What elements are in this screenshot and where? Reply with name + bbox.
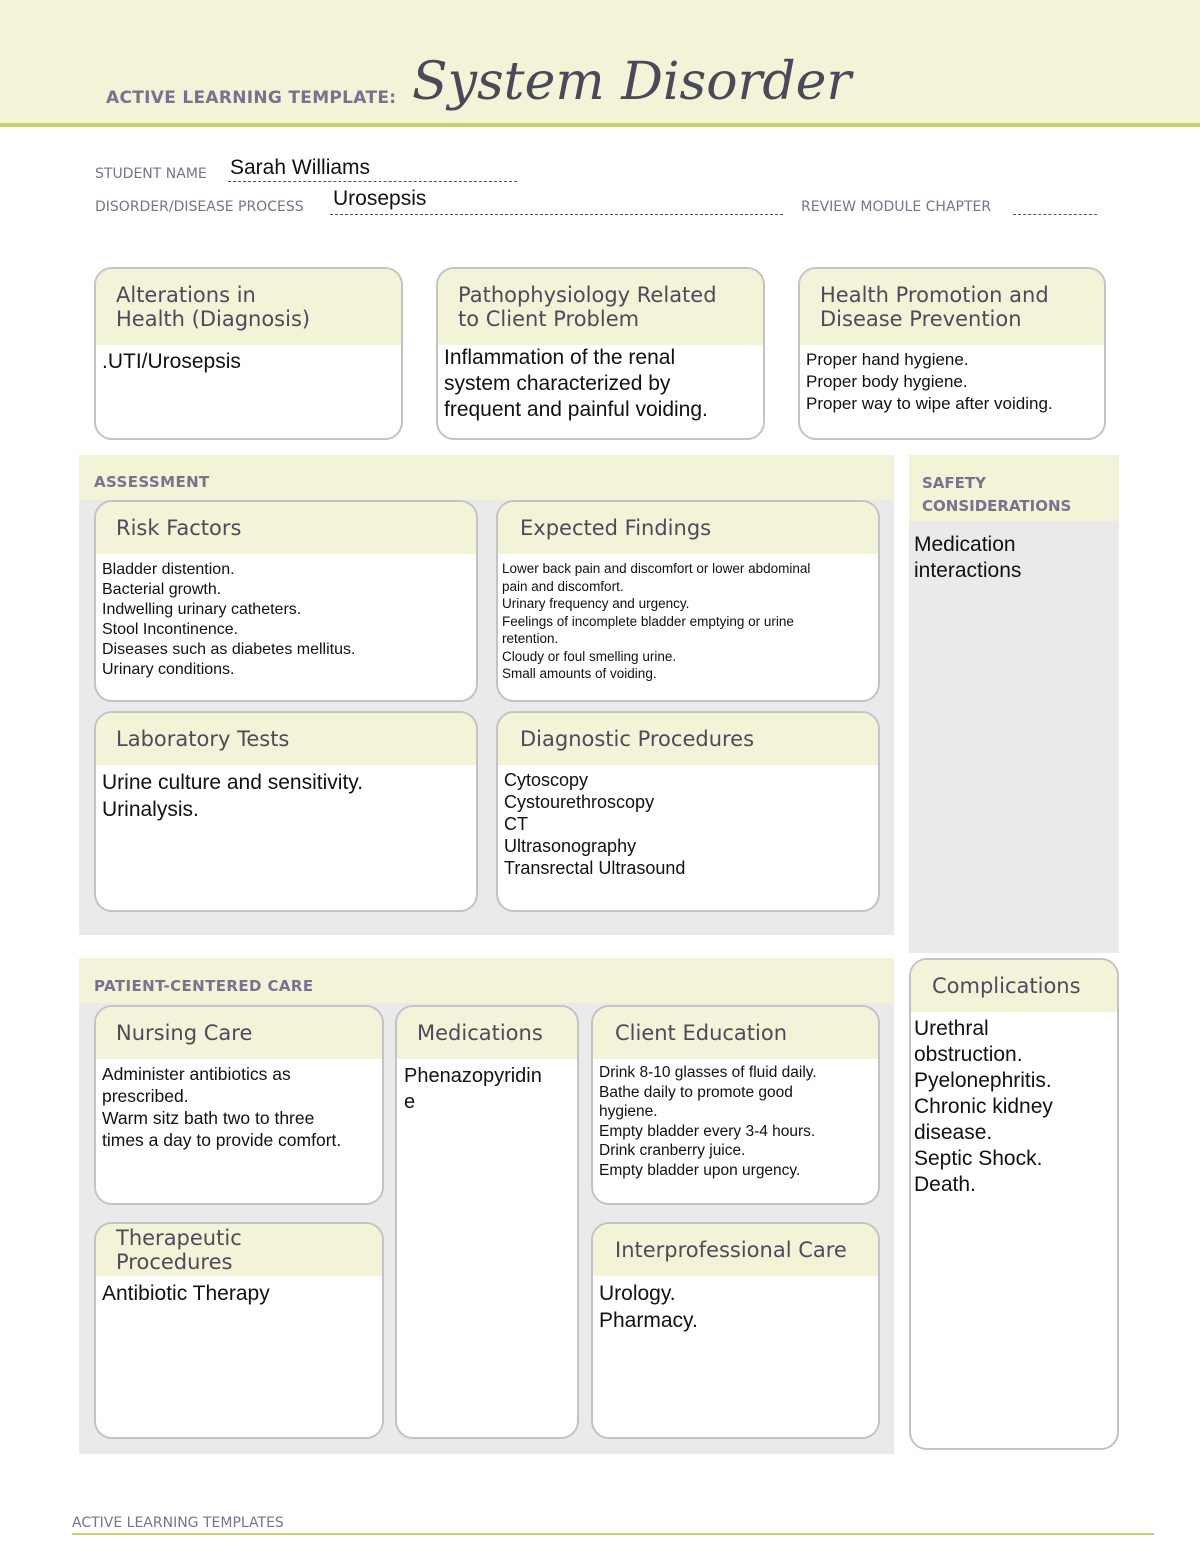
interprofessional-care-header: [593, 1224, 878, 1276]
student-name-label: STUDENT NAME: [95, 166, 207, 182]
pathophysiology-content[interactable]: Inflammation of the renal system characterized by frequent and painful voiding.: [444, 346, 708, 421]
health-promotion-title: Health Promotion and Disease Prevention: [820, 283, 1049, 331]
risk-factors-title: Risk Factors: [116, 516, 242, 540]
alterations-header: [96, 269, 401, 345]
nursing-care-title: Nursing Care: [116, 1021, 253, 1045]
medications-title: Medications: [417, 1021, 543, 1045]
risk-factors-header: [96, 502, 476, 554]
alterations-box: [94, 267, 403, 440]
diagnostic-procedures-content[interactable]: Cytoscopy Cystourethroscopy CT Ultrasonography Transrectal Ultrasound: [504, 770, 686, 878]
therapeutic-procedures-box: [94, 1222, 384, 1439]
diagnostic-procedures-title: Diagnostic Procedures: [520, 727, 755, 751]
expected-findings-box: [496, 500, 880, 702]
nursing-care-box: [94, 1005, 384, 1205]
alterations-content[interactable]: .UTI/Urosepsis: [102, 350, 241, 373]
diagnostic-procedures-box: [496, 711, 880, 912]
health-promotion-content[interactable]: Proper hand hygiene. Proper body hygiene. Proper way to wipe after voiding.: [806, 350, 1053, 413]
template-label: ACTIVE LEARNING TEMPLATE:: [106, 88, 397, 108]
complications-header: [911, 960, 1117, 1012]
expected-findings-title: Expected Findings: [520, 516, 712, 540]
medications-box: [395, 1005, 579, 1439]
student-name-field[interactable]: Sarah Williams: [230, 156, 371, 179]
expected-findings-header: [498, 502, 878, 554]
nursing-care-header: [96, 1007, 382, 1059]
pathophysiology-box: [436, 267, 765, 440]
diagnostic-procedures-header: [498, 713, 878, 765]
interprofessional-care-content[interactable]: Urology. Pharmacy.: [599, 1282, 698, 1332]
laboratory-tests-header: [96, 713, 476, 765]
assessment-title: ASSESSMENT: [94, 473, 210, 491]
interprofessional-care-box: [591, 1222, 880, 1439]
footer-label: ACTIVE LEARNING TEMPLATES: [72, 1515, 284, 1531]
therapeutic-procedures-title: Therapeutic Procedures: [116, 1226, 242, 1274]
alterations-title: Alterations in Health (Diagnosis): [116, 283, 311, 331]
client-education-box: [591, 1005, 880, 1205]
medications-header: [397, 1007, 577, 1059]
complications-box: [909, 958, 1119, 1450]
review-module-label: REVIEW MODULE CHAPTER: [801, 199, 992, 215]
client-education-content[interactable]: Drink 8-10 glasses of fluid daily. Bathe daily to promote good hygiene. Empty bladder every 3-4 hours. Drink cranberry juice. Empty bladder upon urgency.: [599, 1064, 817, 1179]
health-promotion-box: [798, 267, 1106, 440]
header-rule: [0, 123, 1200, 127]
complications-content[interactable]: Urethral obstruction. Pyelonephritis. Chronic kidney disease. Septic Shock. Death.: [914, 1017, 1053, 1196]
safety-section: [909, 455, 1119, 953]
pathophysiology-title: Pathophysiology Related to Client Problem: [458, 283, 717, 331]
interprofessional-care-title: Interprofessional Care: [615, 1238, 847, 1262]
laboratory-tests-title: Laboratory Tests: [116, 727, 290, 751]
medications-content[interactable]: Phenazopyridin e: [404, 1065, 542, 1113]
therapeutic-procedures-header: [96, 1224, 382, 1276]
risk-factors-content[interactable]: Bladder distention. Bacterial growth. Indwelling urinary catheters. Stool Incontinence. Diseases such as diabetes mellitus. Urinary conditions.: [102, 561, 356, 678]
patient-care-title: PATIENT-CENTERED CARE: [94, 977, 314, 995]
complications-title: Complications: [932, 974, 1081, 998]
safety-title: SAFETY CONSIDERATIONS: [922, 474, 1072, 515]
risk-factors-box: [94, 500, 478, 702]
safety-content[interactable]: Medication interactions: [914, 533, 1022, 582]
footer-rule: [72, 1533, 1154, 1535]
expected-findings-content[interactable]: Lower back pain and discomfort or lower abdominal pain and discomfort. Urinary frequency and urgency. Feelings of incomplete bladder emptying or urine retention. Cloudy or foul smelling urine. Small amounts of voiding.: [502, 561, 811, 681]
client-education-header: [593, 1007, 878, 1059]
health-promotion-header: [800, 269, 1104, 345]
template-title: System Disorder: [412, 52, 852, 112]
nursing-care-content[interactable]: Administer antibiotics as prescribed. Warm sitz bath two to three times a day to provide comfort.: [102, 1064, 342, 1150]
client-education-title: Client Education: [615, 1021, 788, 1045]
pathophysiology-header: [438, 269, 763, 345]
review-module-field[interactable]: [1013, 201, 1097, 215]
laboratory-tests-content[interactable]: Urine culture and sensitivity. Urinalysis.: [102, 771, 364, 821]
disorder-label: DISORDER/DISEASE PROCESS: [95, 199, 304, 215]
disorder-field[interactable]: Urosepsis: [333, 187, 427, 210]
laboratory-tests-box: [94, 711, 478, 912]
therapeutic-procedures-content[interactable]: Antibiotic Therapy: [102, 1282, 270, 1305]
